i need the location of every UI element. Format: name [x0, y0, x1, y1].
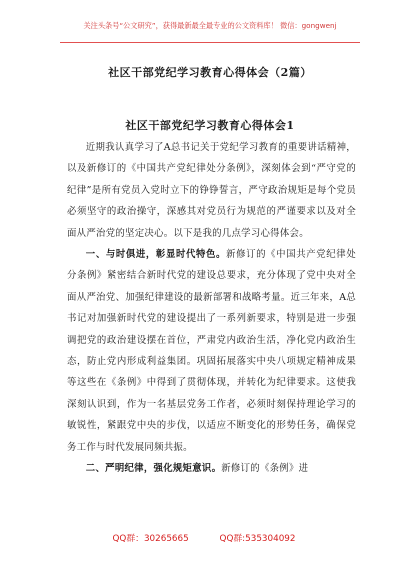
document-body — [67, 137, 356, 480]
footer-contact — [0, 534, 408, 545]
paragraph-lead: 二、严明纪律，强化规矩意识。 — [85, 463, 222, 475]
footer-qq-group-1: QQ群：30265665 — [112, 534, 189, 544]
header-divider — [60, 42, 360, 43]
paragraph-text: 近期我认真学习了A总书记关于党纪学习教育的重要讲话精神，以及新修订的《中国共产党纪律处分条例》，深刻体会到“严守党的纪律”是所有党员入党时立下的铮铮誓言，严守政治规矩是每个党员必须坚守的政治操守，深感其对党员行为规范的严谨要求以及对全面从严治党的坚定决心。以下是我的几点学习心得体会。 — [67, 142, 356, 239]
paragraph-intro — [67, 137, 356, 244]
document-title: 社区干部党纪学习教育心得体会（2篇） — [108, 66, 312, 79]
section-title: 社区干部党纪学习教育心得体会1 — [125, 119, 295, 132]
header-banner: 关注头条号“公文研究”，获得最新最全最专业的公文资料库！ 微信：gongwenj — [83, 21, 337, 30]
paragraph-point-1 — [67, 244, 356, 458]
paragraph-lead: 一、与时俱进，彰显时代特色。 — [85, 249, 227, 261]
paragraph-text: 新修订的《中国共产党纪律处分条例》紧密结合新时代党的建设总要求，充分体现了党中央对全面从严治党、加强纪律建设的最新部署和战略考量。近三年来，A总书记对加强新时代党的建设提出了一系列新要求，特别是进一步强调把党的政治建设摆在首位，严肃党内政治生活，净化党内政治生态，防止党内形成利益集团。巩固拓展落实中央八项规定精神成果等这些在《条例》中得到了贯彻体现，并转化为纪律要求。这使我深刻认识到，作为一名基层党务工作者，必须时刻保持理论学习的敏锐性，紧跟党中央的步伐，以适应不断变化的形势任务，确保党务工作与时代发展同频共振。 — [67, 249, 356, 453]
footer-qq-group-2: QQ群:535304092 — [219, 534, 296, 544]
paragraph-point-2 — [67, 458, 356, 479]
paragraph-text: 新修订的《条例》进 — [221, 463, 309, 475]
